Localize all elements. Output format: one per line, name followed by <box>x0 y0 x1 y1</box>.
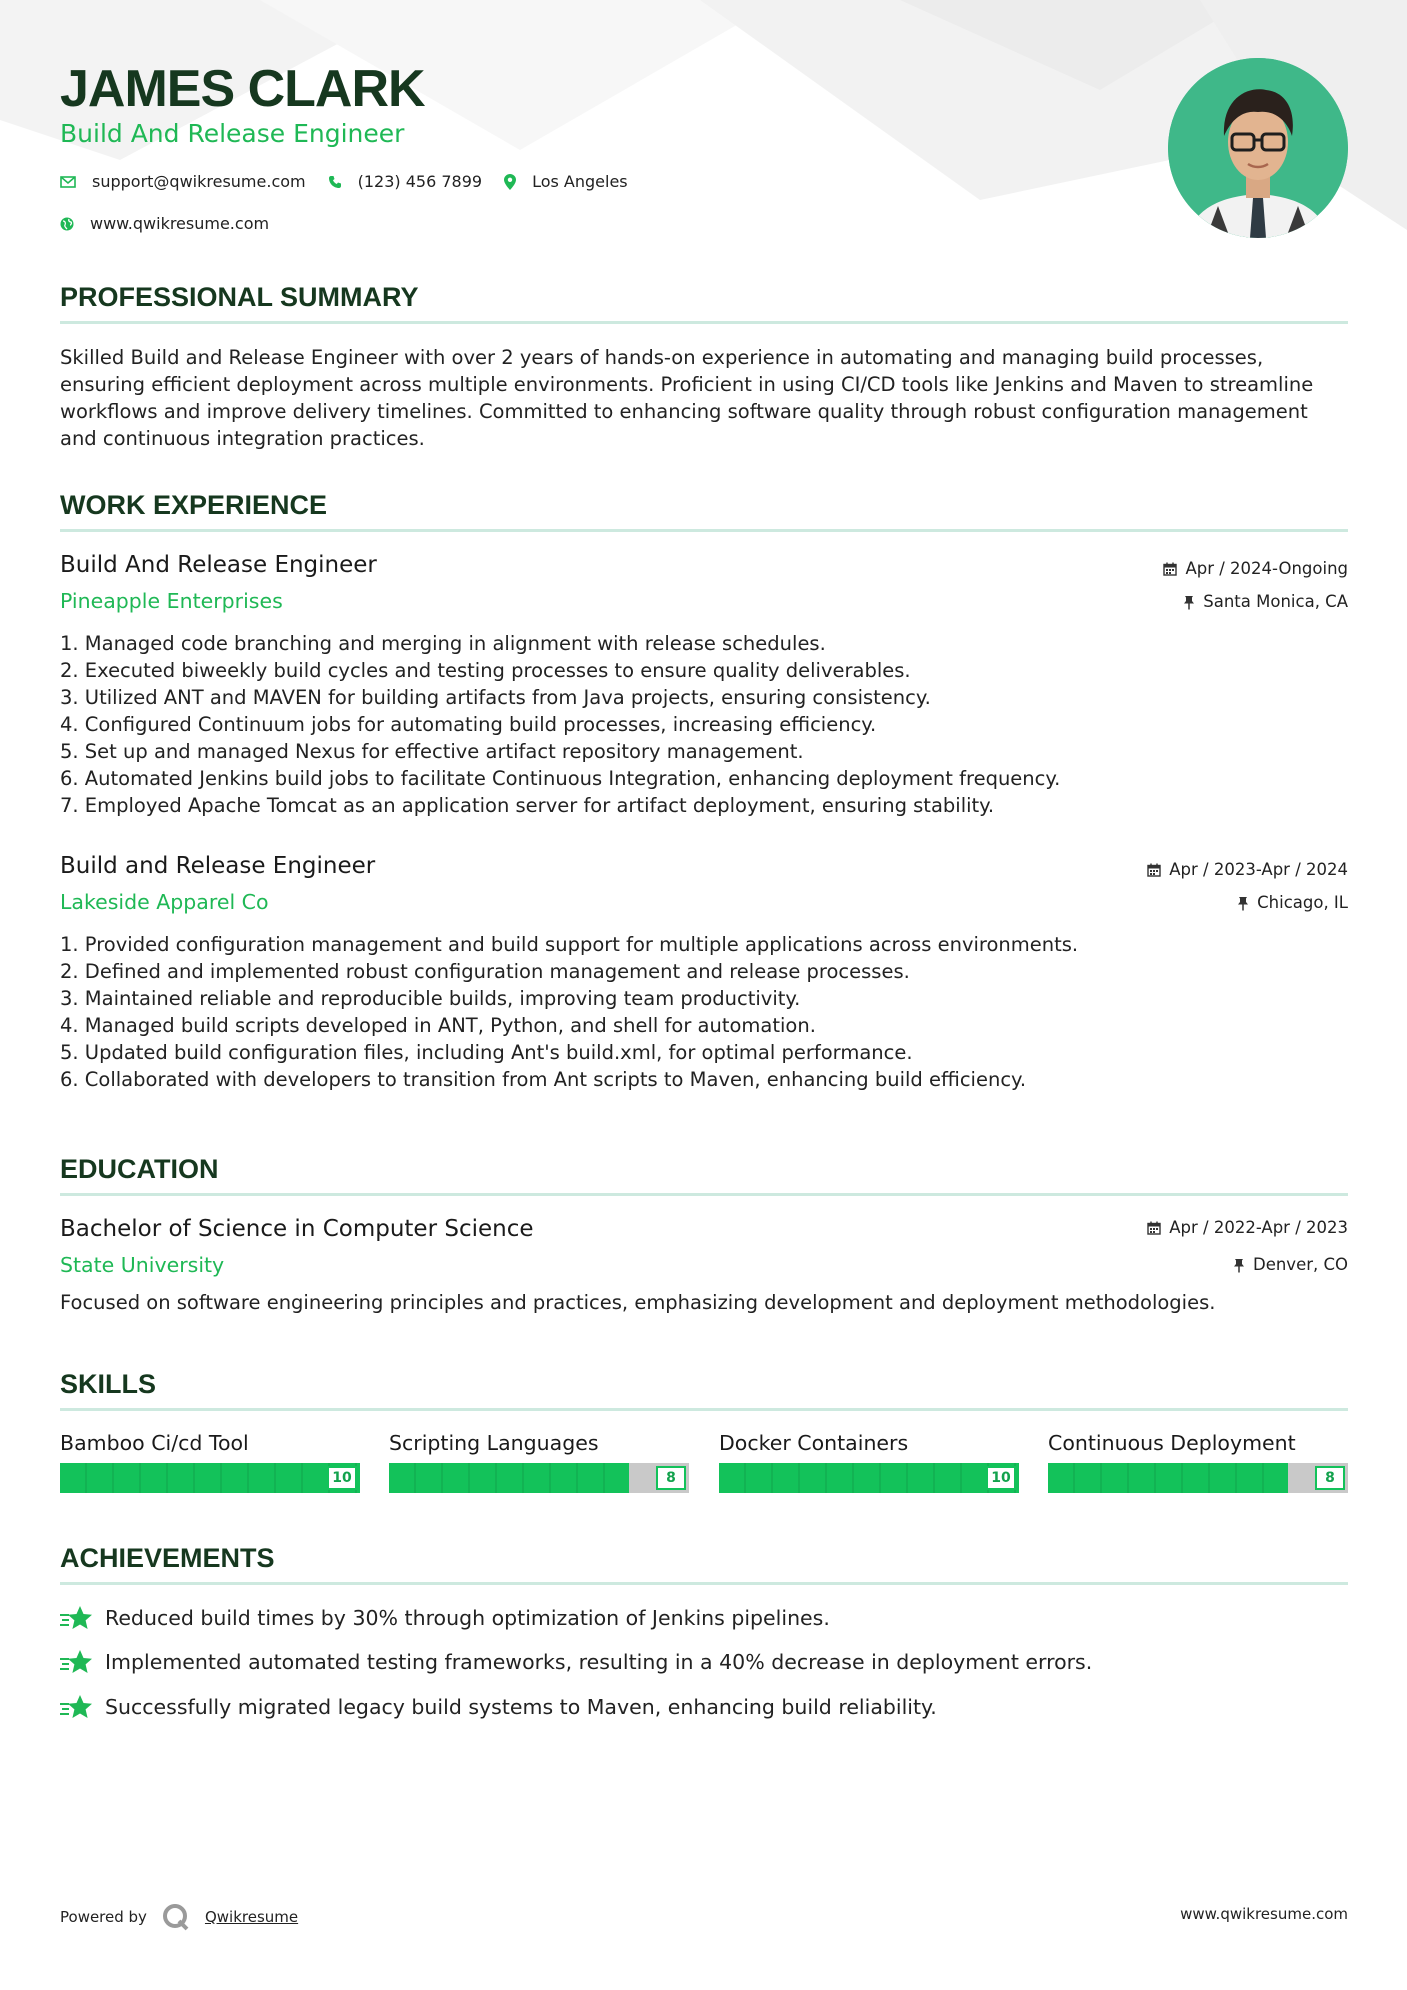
education-description: Focused on software engineering principles and practices, emphasizing development and deployment methodologies. <box>60 1291 1216 1314</box>
star-icon <box>60 1605 93 1631</box>
pushpin-icon <box>1233 1258 1245 1273</box>
skill-name: Continuous Deployment <box>1048 1431 1296 1455</box>
job-bullet: 1. Managed code branching and merging in alignment with release schedules. <box>60 632 826 655</box>
profile-photo-illustration <box>1168 58 1348 238</box>
skill-level-fill <box>1048 1463 1288 1493</box>
job-bullet-list <box>60 630 1350 819</box>
skills-section-title: SKILLS <box>60 1369 157 1399</box>
achievements-section-title: ACHIEVEMENTS <box>60 1543 275 1573</box>
skill-level-fill <box>389 1463 629 1493</box>
skill-level-value: 8 <box>1315 1466 1345 1490</box>
pushpin-icon <box>1237 896 1249 911</box>
profile-photo <box>1168 58 1348 238</box>
skill-item <box>1048 1429 1348 1493</box>
job-company: Lakeside Apparel Co <box>60 890 269 914</box>
job-bullet: 3. Maintained reliable and reproducible builds, improving team productivity. <box>60 987 801 1010</box>
summary-text: Skilled Build and Release Engineer with over 2 years of hands-on experience in automating and managing build processes, ensuring efficient deployment across multiple environments. Proficient in using CI/CD tools like Jenkins and Maven to streamline workflows and improve delivery timelines. Committed to enhancing software quality through robust configuration management and continuous integration practices. <box>60 346 1314 450</box>
job-bullet: 4. Configured Continuum jobs for automating build processes, increasing efficiency. <box>60 713 877 736</box>
skill-name: Scripting Languages <box>389 1431 599 1455</box>
powered-by <box>60 1902 298 1932</box>
skill-level-bar <box>719 1463 1019 1493</box>
job-location <box>1183 591 1348 613</box>
education-location-text: Denver, CO <box>1252 1255 1348 1274</box>
job-title: Build and Release Engineer <box>60 853 376 879</box>
job-location-text: Chicago, IL <box>1257 893 1348 912</box>
powered-by-label: Powered by <box>60 1908 147 1926</box>
skill-level-bar <box>1048 1463 1348 1493</box>
job-dates-text: Apr / 2023-Apr / 2024 <box>1169 860 1348 879</box>
contact-email[interactable] <box>60 172 306 191</box>
skill-level-value: 8 <box>656 1466 686 1490</box>
phone-text: (123) 456 7899 <box>357 172 483 191</box>
skill-level-fill <box>60 1463 360 1493</box>
contact-row <box>60 172 650 191</box>
section-divider <box>60 1582 1348 1585</box>
contact-phone[interactable] <box>328 172 482 191</box>
section-divider <box>60 1193 1348 1196</box>
qwikresume-brand-link[interactable]: Qwikresume <box>204 1908 299 1926</box>
summary-section-title: PROFESSIONAL SUMMARY <box>60 282 419 312</box>
job-bullet: 3. Utilized ANT and MAVEN for building artifacts from Java projects, ensuring consistency. <box>60 686 931 709</box>
job-bullet: 6. Automated Jenkins build jobs to facilitate Continuous Integration, enhancing deployment frequency. <box>60 767 1061 790</box>
candidate-role: Build And Release Engineer <box>60 119 405 148</box>
job-title: Build And Release Engineer <box>60 552 377 578</box>
location-text: Los Angeles <box>532 172 628 191</box>
email-text: support@qwikresume.com <box>92 172 306 191</box>
job-bullet: 2. Executed biweekly build cycles and testing processes to ensure quality deliverables. <box>60 659 911 682</box>
experience-section-title: WORK EXPERIENCE <box>60 490 328 520</box>
skill-name: Bamboo Ci/cd Tool <box>60 1431 249 1455</box>
job-bullet-list <box>60 931 1350 1093</box>
education-dates <box>1147 1217 1348 1239</box>
achievement-item <box>60 1693 937 1721</box>
star-icon <box>60 1694 93 1720</box>
section-divider <box>60 529 1348 532</box>
job-bullet: 5. Updated build configuration files, including Ant's build.xml, for optimal performance. <box>60 1041 913 1064</box>
calendar-icon <box>1147 1221 1161 1235</box>
phone-icon <box>328 175 342 189</box>
skill-item <box>389 1429 689 1493</box>
job-location-text: Santa Monica, CA <box>1203 592 1348 611</box>
job-bullet: 1. Provided configuration management and build support for multiple applications across environments. <box>60 933 1079 956</box>
skill-level-bar <box>389 1463 689 1493</box>
section-divider <box>60 1408 1348 1411</box>
job-bullet: 7. Employed Apache Tomcat as an application server for artifact deployment, ensuring stability. <box>60 794 995 817</box>
job-location <box>1237 892 1348 914</box>
skill-name: Docker Containers <box>719 1431 909 1455</box>
calendar-icon <box>1163 562 1177 576</box>
education-degree: Bachelor of Science in Computer Science <box>60 1216 534 1242</box>
job-bullet: 5. Set up and managed Nexus for effective artifact repository management. <box>60 740 804 763</box>
contact-location <box>504 172 628 191</box>
education-section-title: EDUCATION <box>60 1154 219 1184</box>
contact-row-website <box>60 214 291 233</box>
footer <box>60 1900 1348 1930</box>
achievement-text: Implemented automated testing frameworks, resulting in a 40% decrease in deployment errors. <box>105 1650 1093 1674</box>
achievement-item <box>60 1604 830 1632</box>
job-dates <box>1163 558 1348 580</box>
achievement-text: Successfully migrated legacy build systems to Maven, enhancing build reliability. <box>105 1695 937 1719</box>
job-bullet: 4. Managed build scripts developed in ANT, Python, and shell for automation. <box>60 1014 816 1037</box>
pushpin-icon <box>1183 595 1195 610</box>
education-location <box>1233 1254 1348 1276</box>
footer-website-link[interactable]: www.qwikresume.com <box>1180 1905 1348 1923</box>
website-text: www.qwikresume.com <box>90 214 270 233</box>
map-pin-icon <box>504 174 516 190</box>
qwikresume-logo-icon <box>161 1902 191 1932</box>
skill-level-fill <box>719 1463 1019 1493</box>
job-dates <box>1147 859 1348 881</box>
education-dates-text: Apr / 2022-Apr / 2023 <box>1169 1218 1348 1237</box>
calendar-icon <box>1147 863 1161 877</box>
skill-level-value: 10 <box>986 1466 1016 1490</box>
section-divider <box>60 321 1348 324</box>
star-icon <box>60 1649 93 1675</box>
envelope-icon <box>60 176 76 188</box>
education-school: State University <box>60 1253 225 1277</box>
job-bullet: 6. Collaborated with developers to transition from Ant scripts to Maven, enhancing build efficiency. <box>60 1068 1027 1091</box>
achievement-item <box>60 1648 1092 1676</box>
job-dates-text: Apr / 2024-Ongoing <box>1185 559 1348 578</box>
skill-item <box>719 1429 1019 1493</box>
globe-icon <box>60 217 74 231</box>
contact-website[interactable] <box>60 214 269 233</box>
achievement-text: Reduced build times by 30% through optimization of Jenkins pipelines. <box>105 1606 830 1630</box>
candidate-name: JAMES CLARK <box>60 60 425 118</box>
skill-level-value: 10 <box>327 1466 357 1490</box>
skill-level-bar <box>60 1463 360 1493</box>
skill-item <box>60 1429 360 1493</box>
job-bullet: 2. Defined and implemented robust configuration management and release processes. <box>60 960 910 983</box>
job-company: Pineapple Enterprises <box>60 589 283 613</box>
